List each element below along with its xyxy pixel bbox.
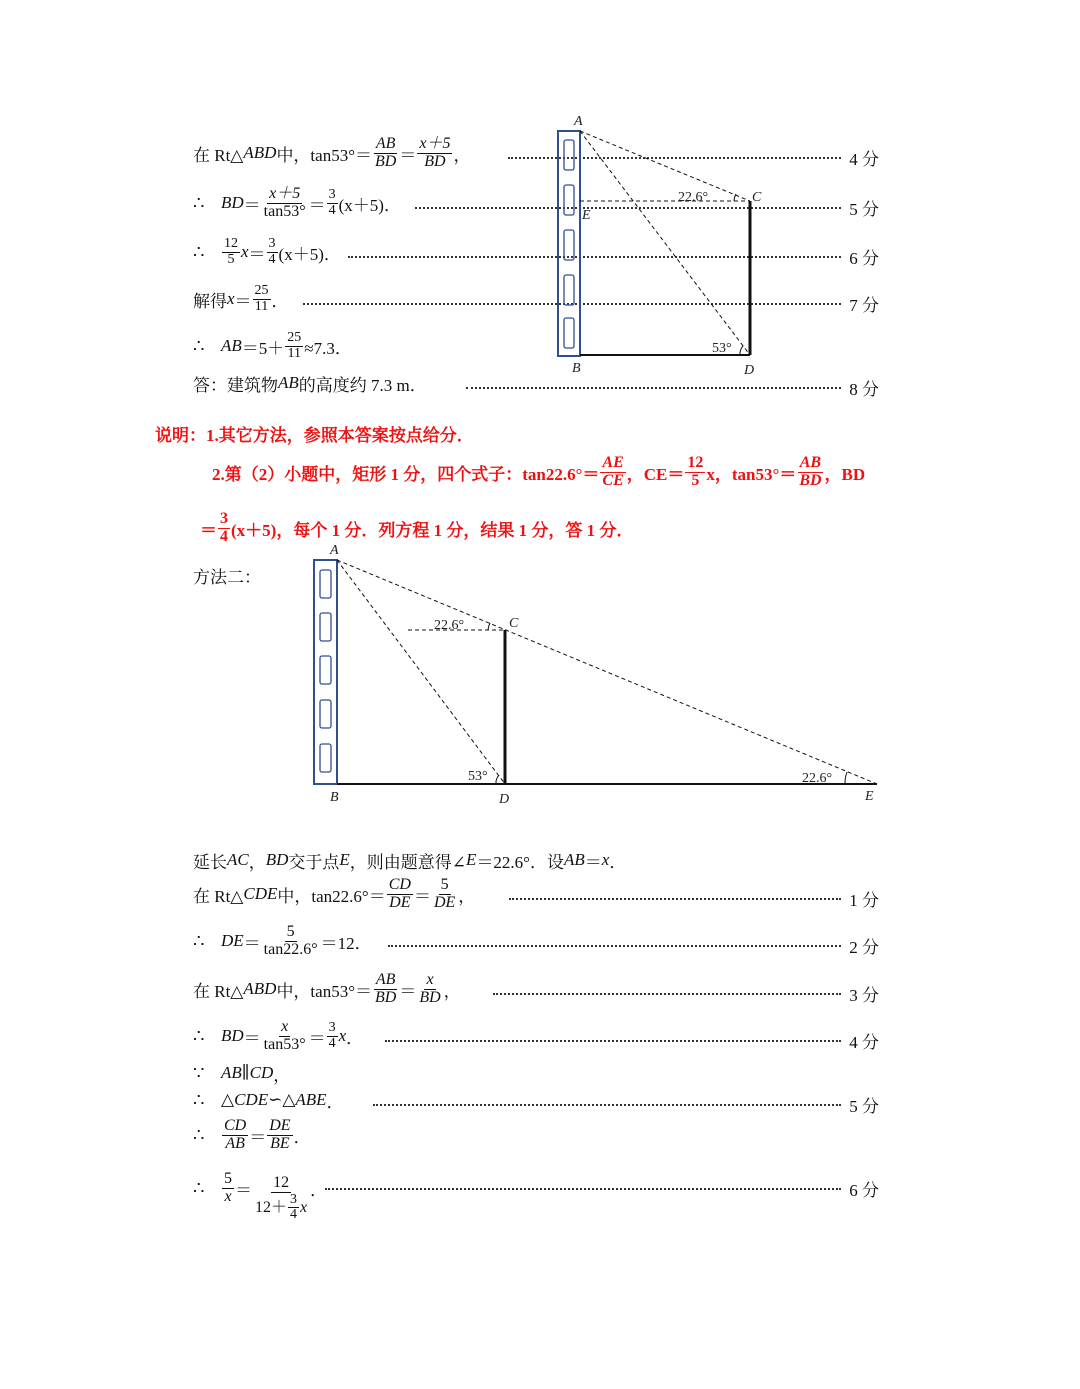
fraction: $\frac{5}{\tan 22.6^\circ}$ — [263, 922, 318, 958]
fraction: $\frac{x}{BD}$ — [419, 970, 441, 1006]
point-d: D — [499, 792, 510, 807]
angle-label: 22.6° — [678, 190, 709, 205]
angle-arc — [496, 775, 499, 784]
fraction: $\frac{x+5}{\tan 53^\circ}$ — [263, 184, 306, 220]
text: 中，tan53°＝ — [276, 145, 373, 165]
therefore-symbol: ∴ — [193, 241, 205, 262]
window — [320, 656, 331, 684]
line-ad — [337, 560, 505, 784]
window — [320, 744, 331, 772]
step-line-3: ∴ $\frac{12}{5}$ x ＝ $\frac{3}{4}$ (x＋5)． 6 分 — [193, 235, 879, 268]
points: 2 分 — [849, 938, 879, 957]
method2-line-1: 延长 AC ， BD 交于点 E ，则由题意得∠ E ＝22.6°．设 AB ＝ x ． — [193, 850, 627, 872]
step-line-5: ∴ AB ＝5＋ $\frac{25}{11}$ ≈7.3． — [193, 329, 352, 361]
line-ad — [580, 131, 750, 355]
note-line-2: 2.第（2）小题中，矩形 1 分，四个式子：tan22.6°＝ $\frac{AE}{CE}$ ，CE＝ $\frac{12}{5}$ x，tan53°＝ $\frac{AB}{BD}$ ，BD — [212, 453, 866, 489]
point-e: E — [865, 789, 874, 804]
dot-leader — [509, 898, 841, 900]
therefore-symbol: ∴ — [193, 335, 205, 356]
angle-label: 53° — [468, 769, 488, 784]
figure-2 — [305, 538, 895, 808]
window — [564, 318, 574, 348]
fraction: $\frac{3}{4}$ — [268, 235, 276, 267]
therefore-symbol: ∴ — [193, 1025, 205, 1046]
points: 1 分 — [849, 891, 879, 910]
fraction: $\frac{x+5}{BD}$ — [419, 134, 451, 170]
points: 6 分 — [849, 249, 879, 268]
angle-arc — [734, 194, 736, 201]
fraction: $\frac{3}{4}$ — [290, 1191, 298, 1223]
points: 8 分 — [849, 380, 879, 399]
text: 在 Rt△ — [193, 145, 244, 165]
therefore-symbol: ∴ — [193, 192, 205, 213]
fraction: $\frac{5}{x}$ — [224, 1169, 232, 1205]
fraction: $\frac{AB}{BD}$ — [375, 970, 397, 1006]
point-a: A — [574, 114, 583, 129]
fraction: $\frac{12}{5}$ — [224, 235, 238, 267]
fraction: $\frac{AB}{BD}$ — [799, 453, 822, 489]
point-c: C — [509, 616, 519, 631]
dot-leader — [385, 1040, 841, 1042]
fraction: $\frac{CD}{AB}$ — [224, 1116, 247, 1152]
method2-line-4: 在 Rt△ ABD 中，tan53°＝ $\frac{AB}{BD}$ ＝ $\frac{x}{BD}$ ， 3 分 — [193, 970, 879, 1006]
fraction: 12 12＋ $\frac{3}{4}$ x — [255, 1173, 308, 1223]
angle-arc — [488, 623, 490, 630]
dot-leader — [388, 945, 841, 947]
method-2-label: 方法二： — [193, 568, 261, 587]
answer-line: 答：建筑物 AB 的高度约 7.3 m． 8 分 — [193, 373, 879, 399]
angle-label: 22.6° — [434, 618, 465, 633]
building-ab — [558, 131, 580, 356]
dot-leader — [493, 993, 841, 995]
point-a: A — [330, 543, 339, 558]
point-b: B — [330, 790, 339, 805]
note-line-3: ＝ $\frac{3}{4}$ (x＋5)，每个 1 分．列方程 1 分，结果 1 分，答 1 分． — [200, 509, 634, 545]
point-d: D — [744, 363, 755, 378]
points: 3 分 — [849, 986, 879, 1005]
figure-1 — [550, 110, 770, 380]
method2-line-9: ∴ $\frac{5}{x}$ ＝ 12 12＋ $\frac{3}{4}$ x ． 6 分 — [193, 1169, 879, 1223]
angle-label: 53° — [712, 341, 732, 356]
window — [564, 140, 574, 170]
fraction: $\frac{3}{4}$ — [328, 1019, 336, 1051]
angle-arc — [845, 772, 847, 784]
dot-leader — [325, 1188, 841, 1190]
step-line-2: ∴ BD ＝ $\frac{x+5}{\tan 53^\circ}$ ＝ $\frac{3}{4}$ (x＋5)． 5 分 — [193, 184, 879, 220]
points: 5 分 — [849, 200, 879, 219]
method2-line-8: ∴ $\frac{CD}{AB}$ ＝ $\frac{DE}{BE}$ ． — [193, 1116, 311, 1152]
building-ab — [314, 560, 337, 784]
fraction: $\frac{3}{4}$ — [328, 186, 336, 218]
window — [564, 275, 574, 305]
because-symbol: ∵ — [193, 1062, 205, 1083]
method2-line-6: ∵ AB ∥ CD ， — [193, 1062, 291, 1085]
fraction: $\frac{25}{11}$ — [254, 282, 269, 314]
therefore-symbol: ∴ — [193, 1124, 205, 1145]
line-ae — [337, 560, 877, 784]
points: 5 分 — [849, 1097, 879, 1116]
note-line-1: 说明：1.其它方法，参照本答案按点给分． — [155, 426, 474, 445]
window — [564, 230, 574, 260]
angle-label: 22.6° — [802, 771, 833, 786]
fraction: $\frac{12}{5}$ — [687, 453, 704, 489]
points: 4 分 — [849, 1033, 879, 1052]
point-b: B — [572, 361, 581, 376]
fraction: $\frac{x}{\tan 53^\circ}$ — [263, 1017, 306, 1053]
fraction: $\frac{AE}{CE}$ — [602, 453, 624, 489]
method2-line-7: ∴ △ CDE ∽△ ABE ． 5 分 — [193, 1089, 879, 1116]
fraction: $\frac{25}{11}$ — [287, 329, 302, 361]
point-c: C — [752, 190, 762, 205]
points: 7 分 — [849, 296, 879, 315]
fraction: $\frac{DE}{BE}$ — [269, 1116, 291, 1152]
window — [320, 570, 331, 598]
window — [320, 700, 331, 728]
fraction: $\frac{5}{DE}$ — [433, 875, 456, 911]
text: ABD — [243, 143, 277, 162]
method2-line-3: ∴ DE ＝ $\frac{5}{\tan 22.6^\circ}$ ＝12． 2 分 — [193, 922, 879, 958]
dot-leader — [466, 387, 841, 389]
window — [320, 613, 331, 641]
fraction: $\frac{CD}{DE}$ — [388, 875, 411, 911]
angle-arc — [740, 346, 743, 355]
therefore-symbol: ∴ — [193, 930, 205, 951]
therefore-symbol: ∴ — [193, 1089, 205, 1110]
points: 4 分 — [849, 150, 879, 169]
method2-line-5: ∴ BD ＝ $\frac{x}{\tan 53^\circ}$ ＝ $\frac{3}{4}$ x ． 4 分 — [193, 1017, 879, 1053]
line-ac — [580, 131, 750, 201]
fraction: $\frac{3}{4}$ — [220, 509, 228, 545]
step-line-4: 解得 x ＝ $\frac{25}{11}$ ． 7 分 — [193, 282, 879, 315]
point-e: E — [582, 208, 591, 223]
points: 6 分 — [849, 1181, 879, 1200]
dot-leader — [373, 1104, 841, 1106]
method2-line-2: 在 Rt△ CDE 中，tan22.6°＝ $\frac{CD}{DE}$ ＝ $\frac{5}{DE}$ ， 1 分 — [193, 875, 879, 911]
therefore-symbol: ∴ — [193, 1177, 205, 1198]
window — [564, 185, 574, 215]
fraction: $\frac{AB}{BD}$ — [375, 134, 397, 170]
step-line-1: 在 Rt△ ABD 中，tan53°＝ $\frac{AB}{BD}$ ＝ $\frac{x+5}{BD}$ ， 4 分 — [193, 134, 879, 170]
